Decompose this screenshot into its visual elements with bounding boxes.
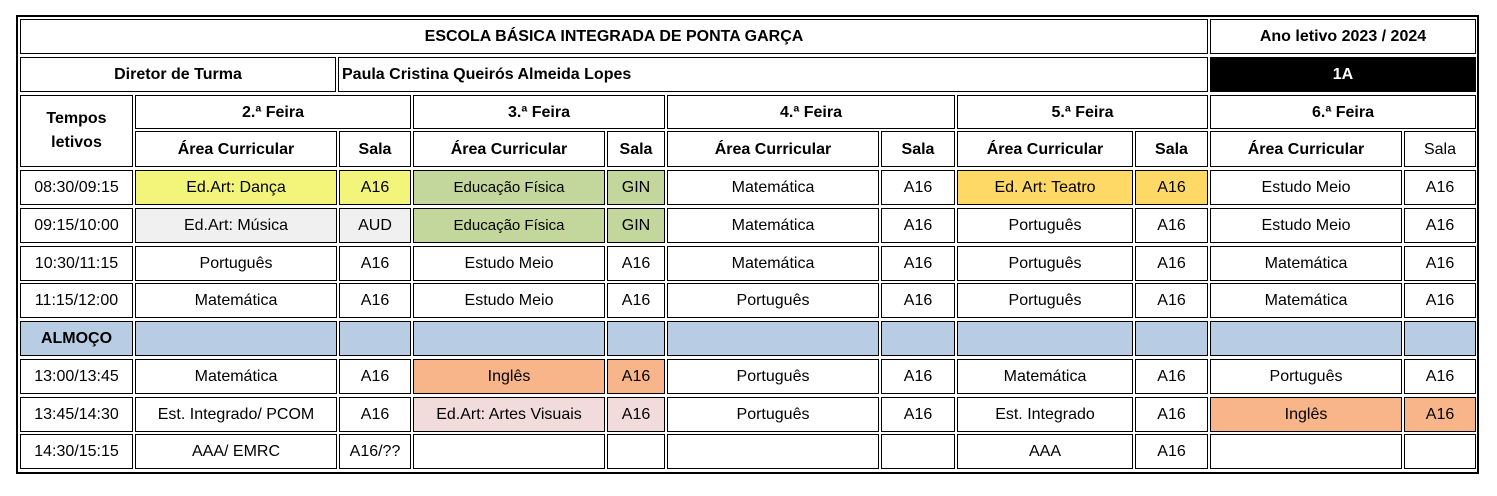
lunch-cell [881, 321, 955, 356]
sala-header: Sala [339, 131, 411, 167]
sala-header: Sala [1404, 131, 1476, 167]
sala-cell: A16 [607, 246, 665, 281]
time-cell: 13:45/14:30 [20, 397, 133, 432]
director-label: Diretor de Turma [20, 57, 336, 92]
area-cell: Matemática [957, 359, 1133, 394]
tempos-label [20, 95, 133, 167]
area-cell: Ed.Art: Música [135, 208, 337, 243]
lunch-cell [667, 321, 879, 356]
area-header: Área Curricular [135, 131, 337, 167]
sala-cell: A16 [1135, 246, 1208, 281]
time-cell: 10:30/11:15 [20, 246, 133, 281]
sala-cell: A16 [1135, 397, 1208, 432]
sala-cell: A16 [881, 208, 955, 243]
sala-cell: A16 [339, 397, 411, 432]
sala-cell: A16 [1404, 359, 1476, 394]
lunch-label: ALMOÇO [20, 321, 133, 356]
area-cell: Ed.Art: Artes Visuais [413, 397, 605, 432]
lunch-cell [957, 321, 1133, 356]
area-cell: Inglês [413, 359, 605, 394]
lunch-cell [607, 321, 665, 356]
area-header: Área Curricular [413, 131, 605, 167]
sala-header: Sala [607, 131, 665, 167]
area-cell: Português [957, 246, 1133, 281]
area-cell [1210, 434, 1402, 469]
lunch-cell [1404, 321, 1476, 356]
sala-header: Sala [1135, 131, 1208, 167]
area-cell: Matemática [1210, 283, 1402, 318]
day-header: 2.ª Feira [135, 95, 411, 129]
sala-cell: A16 [881, 170, 955, 205]
area-header: Área Curricular [1210, 131, 1402, 167]
area-cell: Português [667, 397, 879, 432]
area-cell: Matemática [1210, 246, 1402, 281]
lunch-cell [1210, 321, 1402, 356]
sala-cell: A16 [881, 359, 955, 394]
sala-cell: A16 [339, 170, 411, 205]
time-cell: 08:30/09:15 [20, 170, 133, 205]
time-cell: 09:15/10:00 [20, 208, 133, 243]
director-name: Paula Cristina Queirós Almeida Lopes [338, 57, 1208, 92]
lunch-cell [135, 321, 337, 356]
sala-cell: A16 [1404, 397, 1476, 432]
sala-cell: GIN [607, 170, 665, 205]
area-cell: Matemática [667, 246, 879, 281]
lunch-cell [413, 321, 605, 356]
day-header: 5.ª Feira [957, 95, 1208, 129]
area-cell: Matemática [135, 283, 337, 318]
time-cell: 14:30/15:15 [20, 434, 133, 469]
day-header: 6.ª Feira [1210, 95, 1476, 129]
school-name: ESCOLA BÁSICA INTEGRADA DE PONTA GARÇA [20, 19, 1208, 54]
area-cell: Educação Física [413, 170, 605, 205]
sala-cell: GIN [607, 208, 665, 243]
area-cell: Estudo Meio [1210, 170, 1402, 205]
sala-cell: A16 [1135, 170, 1208, 205]
sala-cell: A16 [339, 283, 411, 318]
area-header: Área Curricular [667, 131, 879, 167]
area-cell [667, 434, 879, 469]
area-cell: Matemática [667, 170, 879, 205]
sala-cell: A16 [339, 246, 411, 281]
sala-cell [881, 434, 955, 469]
sala-cell: A16 [1135, 359, 1208, 394]
sala-cell: A16 [607, 397, 665, 432]
sala-cell: A16 [881, 283, 955, 318]
area-cell: Português [667, 283, 879, 318]
sala-cell: A16 [1404, 170, 1476, 205]
sala-cell: A16 [1135, 434, 1208, 469]
sala-cell: A16 [1135, 283, 1208, 318]
day-header: 4.ª Feira [667, 95, 955, 129]
time-cell: 13:00/13:45 [20, 359, 133, 394]
area-cell: Ed.Art: Dança [135, 170, 337, 205]
sala-cell: A16 [1404, 246, 1476, 281]
sala-cell: A16 [339, 359, 411, 394]
sala-header: Sala [881, 131, 955, 167]
sala-cell: A16 [881, 397, 955, 432]
school-year: Ano letivo 2023 / 2024 [1210, 19, 1476, 54]
area-cell: Português [667, 359, 879, 394]
sala-cell: A16 [607, 359, 665, 394]
sala-cell: A16 [881, 246, 955, 281]
area-cell: AAA/ EMRC [135, 434, 337, 469]
area-cell: Est. Integrado [957, 397, 1133, 432]
sala-cell: A16 [1404, 283, 1476, 318]
sala-cell [607, 434, 665, 469]
area-cell: Inglês [1210, 397, 1402, 432]
area-cell: AAA [957, 434, 1133, 469]
area-cell [413, 434, 605, 469]
area-cell: Ed. Art: Teatro [957, 170, 1133, 205]
sala-cell [1404, 434, 1476, 469]
tempos-label-text: Tempos letivos [46, 110, 107, 151]
area-cell: Estudo Meio [413, 283, 605, 318]
area-cell: Est. Integrado/ PCOM [135, 397, 337, 432]
area-cell: Educação Física [413, 208, 605, 243]
sala-cell: A16 [607, 283, 665, 318]
area-cell: Estudo Meio [413, 246, 605, 281]
sala-cell: AUD [339, 208, 411, 243]
area-cell: Matemática [667, 208, 879, 243]
area-cell: Português [957, 208, 1133, 243]
time-cell: 11:15/12:00 [20, 283, 133, 318]
sala-cell: A16 [1404, 208, 1476, 243]
area-cell: Português [957, 283, 1133, 318]
area-cell: Matemática [135, 359, 337, 394]
lunch-cell [1135, 321, 1208, 356]
area-cell: Português [135, 246, 337, 281]
area-header: Área Curricular [957, 131, 1133, 167]
class-badge: 1A [1210, 57, 1476, 92]
sala-cell: A16 [1135, 208, 1208, 243]
day-header: 3.ª Feira [413, 95, 665, 129]
area-cell: Português [1210, 359, 1402, 394]
sala-cell: A16/?? [339, 434, 411, 469]
area-cell: Estudo Meio [1210, 208, 1402, 243]
lunch-cell [339, 321, 411, 356]
